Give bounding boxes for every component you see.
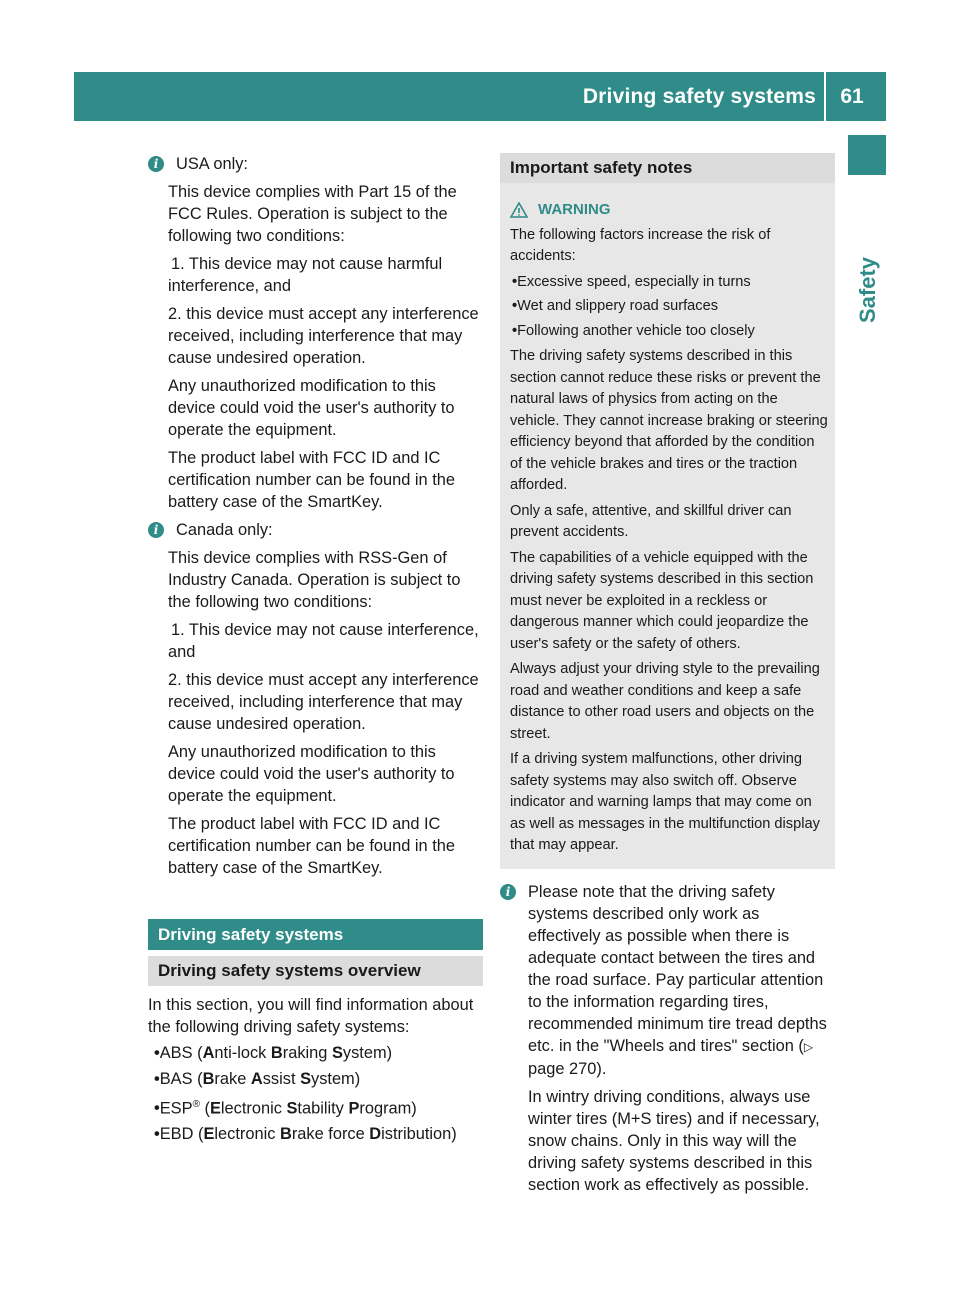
left-column	[148, 153, 483, 1149]
canada-note-body	[148, 547, 483, 879]
page-ref-arrow-icon: ▷	[803, 1039, 814, 1054]
systems-list	[148, 1042, 483, 1145]
warning-paragraph: Only a safe, attentive, and skillful driver can prevent accidents.	[510, 502, 792, 540]
warning-intro: The following factors increase the risk of accidents:	[510, 226, 771, 264]
canada-condition-1: 1. This device may not cause interference, and	[168, 621, 479, 661]
list-item: • Wet and slippery road surfaces	[512, 296, 829, 318]
canada-heading: Canada only:	[176, 521, 273, 539]
list-item: • ESP® (Electronic Stability Program)	[154, 1094, 483, 1119]
info-icon: i	[148, 156, 164, 172]
usa-intro: This device complies with Part 15 of the FCC Rules. Operation is subject to the following two conditions:	[168, 183, 457, 245]
usa-label-info: The product label with FCC ID and IC certification number can be found in the battery case of the SmartKey.	[168, 449, 456, 511]
usa-note-body	[148, 181, 483, 513]
list-item: • EBD (Electronic Brake force Distribution)	[154, 1123, 483, 1145]
section-heading: Driving safety systems	[148, 919, 483, 950]
side-marker	[848, 135, 886, 175]
safety-notes-box	[500, 153, 835, 869]
warning-paragraph: Always adjust your driving style to the prevailing road and weather conditions and keep a safe distance to other road users and objects on the street.	[510, 661, 820, 742]
header-title: Driving safety systems	[582, 85, 816, 108]
page-header	[74, 72, 886, 121]
list-item: • ABS (Anti-lock Braking System)	[154, 1042, 483, 1064]
info-icon: i	[148, 522, 164, 538]
list-item: • Following another vehicle too closely	[512, 321, 829, 343]
side-tab	[846, 230, 890, 350]
subsection-heading: Driving safety systems overview	[148, 956, 483, 986]
canada-modification: Any unauthorized modification to this device could void the user's authority to operate the equipment.	[168, 743, 455, 805]
canada-intro: This device complies with RSS-Gen of Industry Canada. Operation is subject to the following two conditions:	[168, 549, 461, 611]
right-column	[500, 153, 835, 1212]
tire-note-p2: In wintry driving conditions, always use winter tires (M+S tires) and if necessary, snow chains. Only in this way will the driving safety systems described in this section work as effectively as possible.	[528, 1087, 820, 1194]
tire-note-p1: Please note that the driving safety systems described only work as effectively as possible when there is adequate contact between the tires and the road surface. Pay particular attention to the information regarding tires, recommended minimum tire tread depths etc. in the "Wheels and tires" section (▷ page 270).	[528, 882, 827, 1078]
tire-note	[500, 881, 835, 1202]
list-item: • BAS (Brake Assist System)	[154, 1068, 483, 1090]
usa-note	[148, 153, 483, 181]
usa-modification: Any unauthorized modification to this device could void the user's authority to operate the equipment.	[168, 377, 455, 439]
warning-paragraph: If a driving system malfunctions, other driving safety systems may also switch off. Observe indicator and warning lamps that may come on as well as messages in the multifunction display that may appear.	[510, 751, 820, 853]
usa-condition-1: 1. This device may not cause harmful interference, and	[168, 255, 443, 295]
page-number: 61	[840, 85, 864, 108]
warning-triangle-icon	[510, 202, 528, 218]
warning-paragraph: The capabilities of a vehicle equipped with the driving safety systems described in this section must never be exploited in a reckless or dangerous manner which could jeopardize the user's safety or the safety of others.	[510, 549, 814, 652]
box-title: Important safety notes	[500, 153, 835, 183]
usa-condition-2: 2. this device must accept any interference received, including interference that may cause undesired operation.	[168, 305, 479, 367]
canada-label-info: The product label with FCC ID and IC certification number can be found in the battery case of the SmartKey.	[168, 815, 456, 877]
warning-paragraph: The driving safety systems described in this section cannot reduce these risks or prevent the natural laws of physics from acting on the vehicle. They cannot increase braking or steering efficiency beyond that afforded by the condition of the vehicle brakes and tires or the traction afforded.	[510, 348, 828, 493]
overview-intro: In this section, you will find information about the following driving safety systems:	[148, 996, 474, 1036]
header-divider	[824, 72, 826, 121]
canada-note	[148, 519, 483, 547]
canada-condition-2: 2. this device must accept any interference received, including interference that may cause undesired operation.	[168, 671, 479, 733]
list-item: • Excessive speed, especially in turns	[512, 272, 829, 294]
warning-box	[500, 189, 835, 869]
usa-heading: USA only:	[176, 155, 248, 173]
warning-label: WARNING	[538, 201, 611, 218]
info-icon: i	[500, 884, 516, 900]
side-tab-label: Safety	[855, 256, 880, 324]
warning-bullets	[510, 272, 829, 343]
